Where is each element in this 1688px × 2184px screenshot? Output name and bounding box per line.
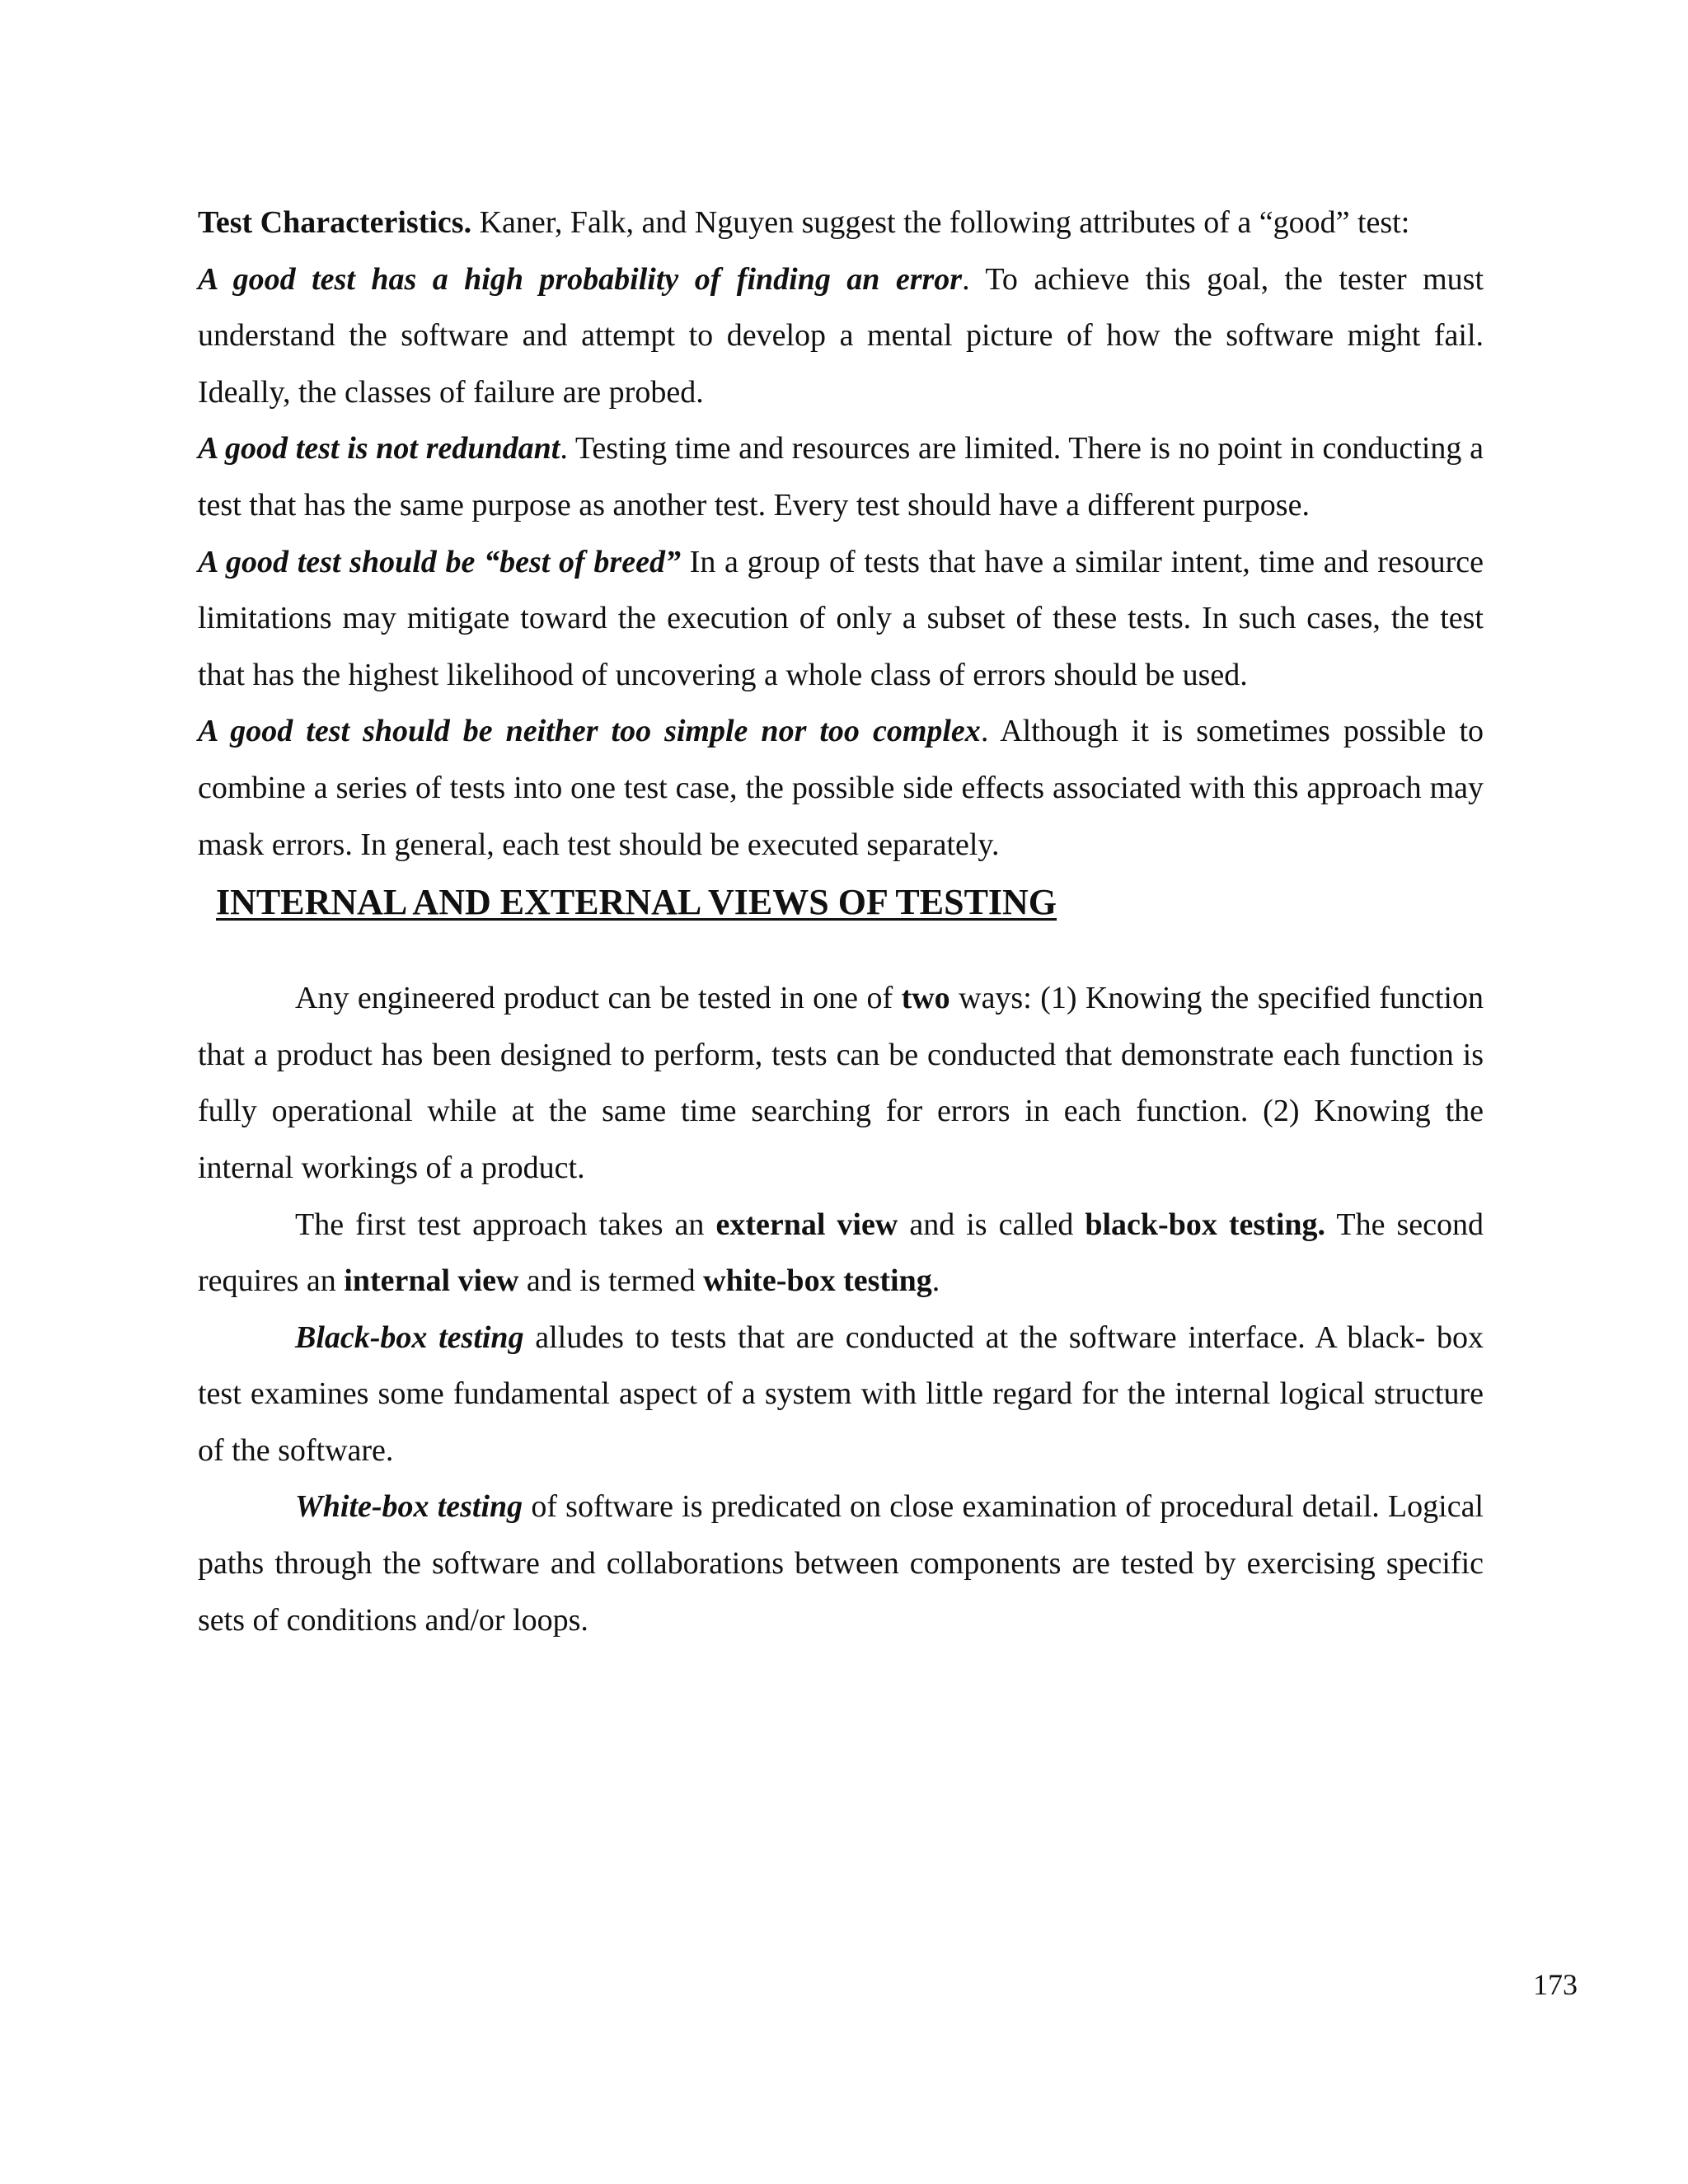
text-run: ways: (1) Knowing the specified function that a product has been designed to perform, tests can be conducted that demonstrate each function is fully operational while at the same time searching for errors in each function. (2) Knowing the internal workings of a product. — [198, 981, 1484, 1185]
emphasis-two: two — [901, 981, 950, 1016]
text-run: The second requires an — [198, 1207, 1484, 1299]
term-internal-view: internal view — [344, 1263, 519, 1299]
testing-views-section — [198, 970, 1484, 1648]
text-run: and is termed — [518, 1263, 704, 1299]
characteristic-body: In a group of tests that have a similar intent, time and resource limitations may mitigate toward the execution of only a subset of these tests. In such cases, the test that has the highest likelihood of uncovering a whole class of errors should be used. — [198, 544, 1484, 692]
characteristic-body: . To achieve this goal, the tester must understand the software and attempt to develop a mental picture of how the software might fail. Ideally, the classes of failure are probed. — [198, 261, 1484, 410]
term-white-box-testing: white-box testing — [703, 1263, 932, 1299]
text-run: . — [931, 1263, 940, 1299]
section-heading: INTERNAL AND EXTERNAL VIEWS OF TESTING — [216, 882, 1057, 923]
characteristic-title: A good test should be neither too simple nor too complex — [198, 714, 981, 749]
characteristics-intro-text: Kaner, Falk, and Nguyen suggest the following attributes of a “good” test: — [471, 205, 1410, 240]
page-content — [198, 194, 1484, 1648]
text-run: The first test approach takes an — [295, 1207, 716, 1242]
characteristic-title: A good test should be “best of breed” — [198, 544, 681, 579]
term-external-view: external view — [715, 1207, 898, 1242]
characteristic-body: . Testing time and resources are limited. There is no point in conducting a test that has the same purpose as another test. Every test should have a different purpose. — [198, 431, 1484, 523]
text-run: Any engineered product can be tested in one of — [295, 981, 902, 1016]
views-paragraph-2 — [198, 1197, 1484, 1310]
black-box-title: Black-box testing — [295, 1319, 524, 1355]
black-box-paragraph — [198, 1310, 1484, 1479]
page-number: 173 — [1533, 1968, 1578, 2001]
characteristic-body: . Although it is sometimes possible to combine a series of tests into one test case, the possible side effects associated with this approach may mask errors. In general, each test should be executed separately. — [198, 714, 1484, 862]
term-black-box-testing: black-box testing. — [1085, 1207, 1326, 1242]
characteristic-title: A good test is not redundant — [198, 431, 560, 466]
test-characteristics-section — [198, 194, 1484, 873]
text-run: and is called — [898, 1207, 1085, 1242]
white-box-title: White-box testing — [295, 1489, 523, 1525]
white-box-paragraph — [198, 1479, 1484, 1648]
characteristic-item — [198, 534, 1484, 704]
text-run: alludes to tests that are conducted at the software interface. A black- box test examines some fundamental aspect of a system with little regard for the internal logical structure of the software. — [198, 1319, 1484, 1468]
characteristics-intro — [198, 194, 1484, 251]
characteristic-item — [198, 420, 1484, 533]
views-paragraph-1 — [198, 970, 1484, 1196]
characteristic-item — [198, 703, 1484, 873]
characteristic-title: A good test has a high probability of finding an error — [198, 261, 963, 297]
characteristics-label: Test Characteristics. — [198, 205, 472, 240]
characteristic-item — [198, 251, 1484, 421]
text-run: of software is predicated on close examination of procedural detail. Logical paths through the software and collaborations between components are tested by exercising specific sets of conditions and/or loops. — [198, 1489, 1484, 1638]
